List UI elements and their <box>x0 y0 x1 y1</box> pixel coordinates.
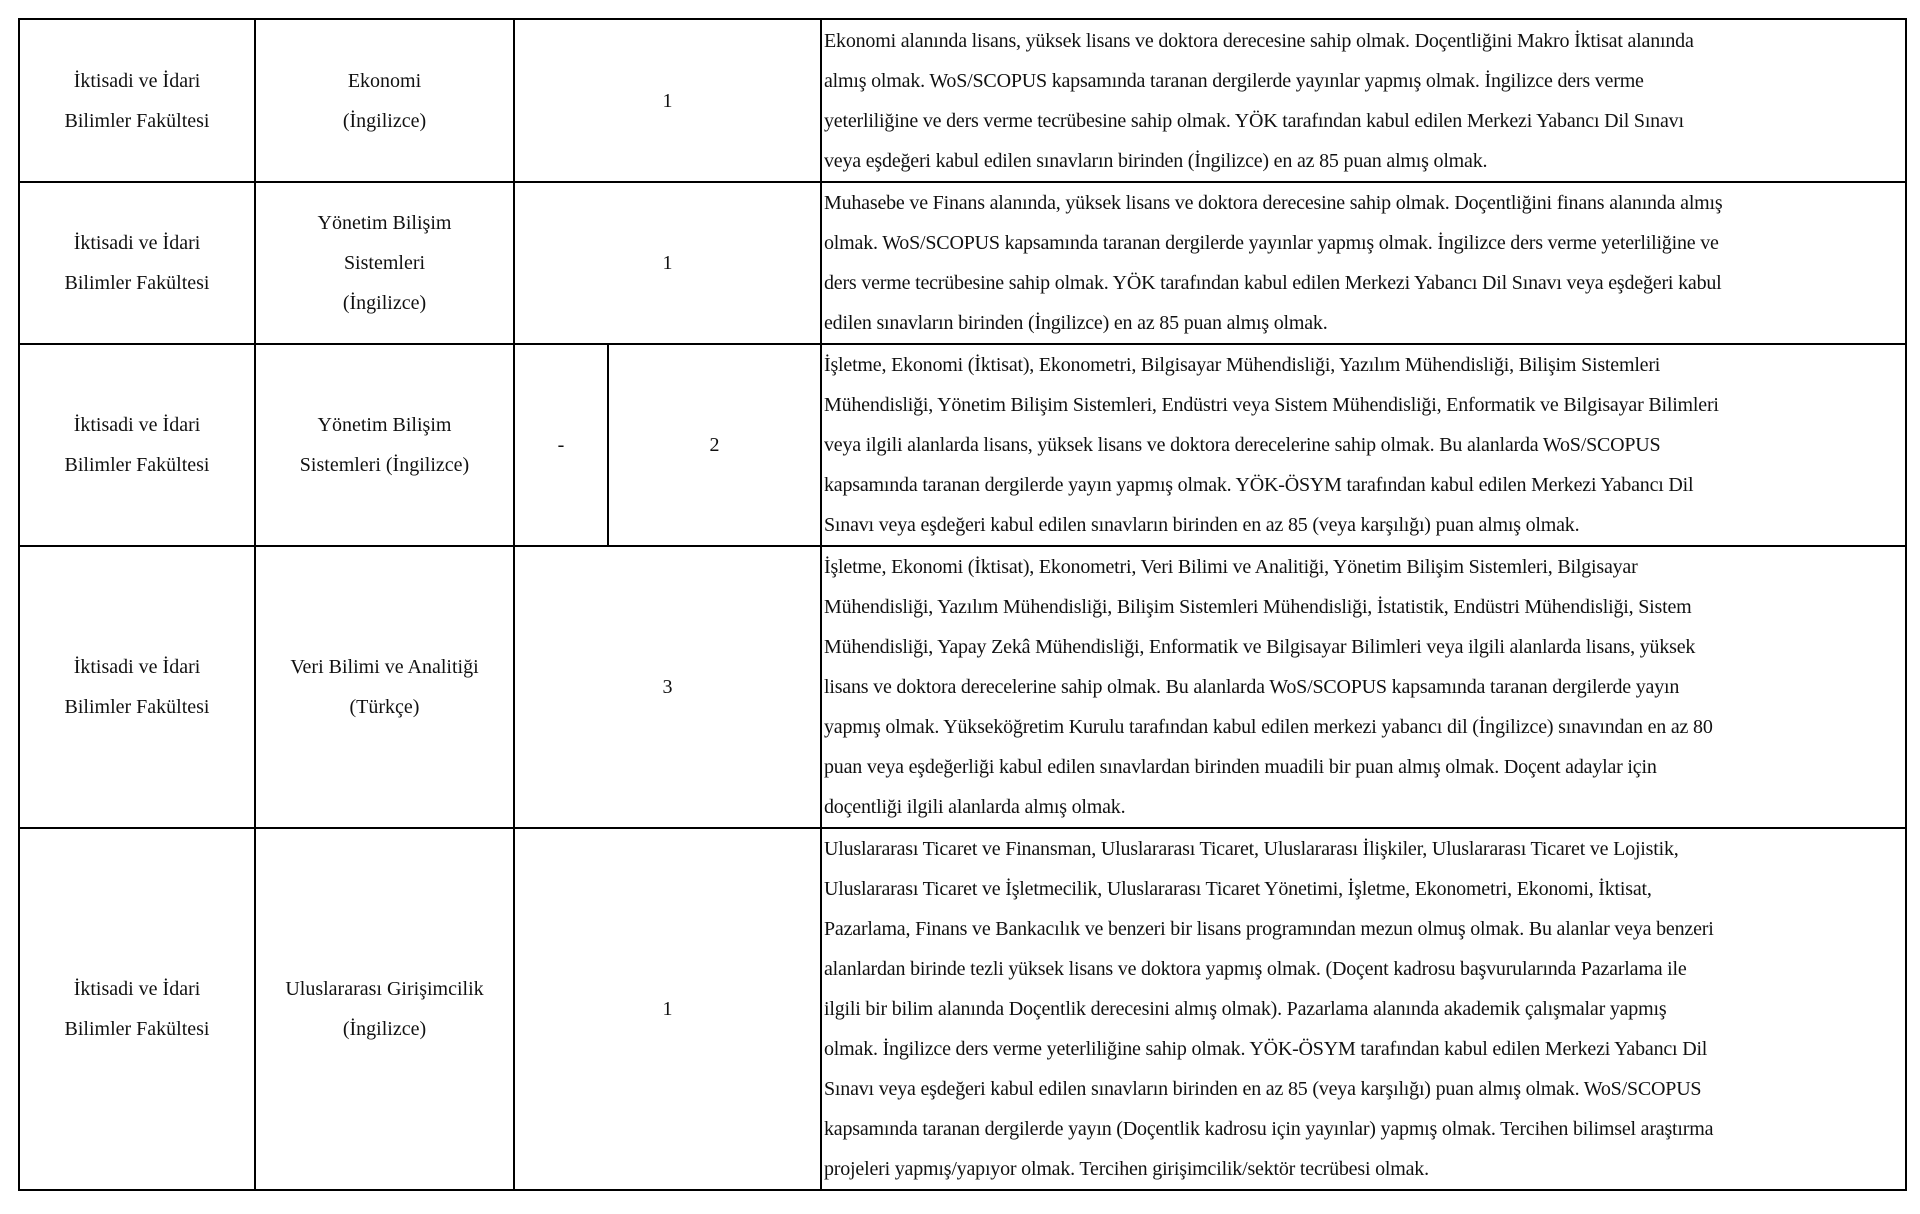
requirements-cell-line: yeterliliğine ve ders verme tecrübesine sahip olmak. YÖK tarafından kabul edilen Merkezi Yabancı Dil Sınavı <box>824 109 1684 132</box>
table-row <box>19 182 1906 344</box>
requirements-cell-line: olmak. WoS/SCOPUS kapsamında taranan dergilerde yayınlar yapmış olmak. İngilizce ders verme yeterliliğine ve <box>824 232 1719 254</box>
requirements-cell-line: Pazarlama, Finans ve Bankacılık ve benzeri bir lisans programından mezun olmuş olmak. Bu alanlar veya benzeri <box>824 918 1714 940</box>
requirements-cell-line: kapsamında taranan dergilerde yayın (Doçentlik kadrosu için yayınlar) yapmış olmak. Tercihen bilimsel araştırma <box>824 1118 1714 1140</box>
requirements-cell-line: projeleri yapmış/yapıyor olmak. Tercihen girişimcilik/sektör tecrübesi olmak. <box>824 1158 1429 1180</box>
faculty-cell-line: Bilimler Fakültesi <box>64 272 210 294</box>
faculty-cell-line: Bilimler Fakültesi <box>64 454 210 476</box>
faculty-cell-line: Bilimler Fakültesi <box>64 1018 210 1040</box>
department-cell-line: Uluslararası Girişimcilik <box>285 978 484 1000</box>
requirements-cell-line: ilgili bir bilim alanında Doçentlik derecesini almış olmak). Pazarlama alanında akademik çalışmalar yapmış <box>824 998 1667 1020</box>
requirements-cell-line: Sınavı veya eşdeğeri kabul edilen sınavların birinden en az 85 (veya karşılığı) puan almış olmak. <box>824 514 1580 536</box>
department-cell-line: (Türkçe) <box>349 696 420 718</box>
requirements-cell <box>821 546 1906 828</box>
table-row <box>19 344 1906 546</box>
department-cell-line: Yönetim Bilişim <box>317 414 452 436</box>
requirements-cell-line: puan veya eşdeğerliği kabul edilen sınavlardan birinden muadili bir puan almış olmak. Doçent adaylar için <box>824 756 1657 778</box>
count-cell: 1 <box>514 828 821 1190</box>
requirements-cell-line: Mühendisliği, Yazılım Mühendisliği, Bilişim Sistemleri Mühendisliği, İstatistik, Endüstri Mühendisliği, Sistem <box>824 596 1692 618</box>
requirements-cell-line: kapsamında taranan dergilerde yayın yapmış olmak. YÖK-ÖSYM tarafından kabul edilen Merkezi Yabancı Dil <box>824 474 1694 496</box>
requirements-cell-line: yapmış olmak. Yükseköğretim Kurulu tarafından kabul edilen merkezi yabancı dil (İngilizce) sınavından en az 80 <box>824 716 1713 738</box>
requirements-cell-line: ders verme tecrübesine sahip olmak. YÖK tarafından kabul edilen Merkezi Yabancı Dil Sınavı veya eşdeğeri kabul <box>824 272 1722 294</box>
requirements-cell-line: İşletme, Ekonomi (İktisat), Ekonometri, Veri Bilimi ve Analitiği, Yönetim Bilişim Sistemleri, Bilgisayar <box>824 556 1638 578</box>
requirements-cell <box>821 344 1906 546</box>
requirements-cell-line: almış olmak. WoS/SCOPUS kapsamında taranan dergilerde yayınlar yapmış olmak. İngilizce ders verme <box>824 69 1644 92</box>
count-cell-a: - <box>514 344 608 546</box>
requirements-cell-line: Sınavı veya eşdeğeri kabul edilen sınavların birinden en az 85 (veya karşılığı) puan almış olmak. WoS/SCOPUS <box>824 1078 1702 1100</box>
requirements-cell-line: Mühendisliği, Yönetim Bilişim Sistemleri, Endüstri veya Sistem Mühendisliği, Enformatik ve Bilgisayar Bilimleri <box>824 394 1719 416</box>
department-cell-line: Sistemleri (İngilizce) <box>299 454 470 476</box>
department-cell <box>255 344 514 546</box>
department-cell-line: (İngilizce) <box>342 1018 427 1040</box>
requirements-cell <box>821 182 1906 344</box>
faculty-cell-line: İktisadi ve İdari <box>73 978 201 1000</box>
faculty-cell-line: İktisadi ve İdari <box>73 656 201 678</box>
table-row <box>19 828 1906 1190</box>
faculty-cell-line: Bilimler Fakültesi <box>64 109 210 132</box>
faculty-cell-line: İktisadi ve İdari <box>73 414 201 436</box>
department-cell <box>255 19 514 182</box>
requirements-cell-line: Ekonomi alanında lisans, yüksek lisans ve doktora derecesine sahip olmak. Doçentliğini Makro İktisat alanında <box>824 29 1694 52</box>
department-cell-line: (İngilizce) <box>342 109 427 132</box>
positions-table <box>18 18 1907 1191</box>
faculty-cell-line: Bilimler Fakültesi <box>64 696 210 718</box>
faculty-cell <box>19 182 255 344</box>
faculty-cell-line: İktisadi ve İdari <box>73 69 201 92</box>
faculty-cell <box>19 546 255 828</box>
requirements-cell-line: Uluslararası Ticaret ve İşletmecilik, Uluslararası Ticaret Yönetimi, İşletme, Ekonometri, Ekonomi, İktisat, <box>824 878 1652 900</box>
count-cell: 3 <box>514 546 821 828</box>
department-cell-line: Sistemleri <box>343 252 426 274</box>
requirements-cell-line: olmak. İngilizce ders verme yeterliliğine sahip olmak. YÖK-ÖSYM tarafından kabul edilen Merkezi Yabancı Dil <box>824 1038 1708 1060</box>
table-row <box>19 19 1906 182</box>
requirements-cell-line: Uluslararası Ticaret ve Finansman, Uluslararası Ticaret, Uluslararası İlişkiler, Uluslararası Ticaret ve Lojistik, <box>824 838 1679 860</box>
requirements-cell-line: veya ilgili alanlarda lisans, yüksek lisans ve doktora derecelerine sahip olmak. Bu alanlarda WoS/SCOPUS <box>824 434 1661 456</box>
department-cell-line: Yönetim Bilişim <box>317 212 452 234</box>
requirements-cell-line: edilen sınavların birinden (İngilizce) en az 85 puan almış olmak. <box>824 312 1328 334</box>
faculty-cell <box>19 19 255 182</box>
count-cell-b: 2 <box>608 344 821 546</box>
requirements-cell-line: lisans ve doktora derecelerine sahip olmak. Bu alanlarda WoS/SCOPUS kapsamında taranan dergilerde yayın <box>824 676 1680 698</box>
count-cell: 1 <box>514 19 821 182</box>
table-row <box>19 546 1906 828</box>
faculty-cell <box>19 344 255 546</box>
faculty-cell-line: İktisadi ve İdari <box>73 232 201 254</box>
department-cell <box>255 546 514 828</box>
department-cell <box>255 828 514 1190</box>
faculty-cell <box>19 828 255 1190</box>
requirements-cell-line: veya eşdeğeri kabul edilen sınavların birinden (İngilizce) en az 85 puan almış olmak. <box>824 149 1488 172</box>
requirements-cell-line: Muhasebe ve Finans alanında, yüksek lisans ve doktora derecesine sahip olmak. Doçentliğini finans alanında almış <box>824 192 1723 214</box>
requirements-cell-line: Mühendisliği, Yapay Zekâ Mühendisliği, Enformatik ve Bilgisayar Bilimleri veya ilgili alanlarda lisans, yüksek <box>824 636 1696 658</box>
department-cell-line: Veri Bilimi ve Analitiği <box>290 656 479 678</box>
count-cell: 1 <box>514 182 821 344</box>
requirements-cell <box>821 828 1906 1190</box>
department-cell <box>255 182 514 344</box>
department-cell-line: (İngilizce) <box>342 292 427 314</box>
requirements-cell <box>821 19 1906 182</box>
requirements-cell-line: alanlardan birinde tezli yüksek lisans ve doktora yapmış olmak. (Doçent kadrosu başvurularında Pazarlama ile <box>824 958 1687 980</box>
department-cell-line: Ekonomi <box>347 69 422 92</box>
requirements-cell-line: doçentliği ilgili alanlarda almış olmak. <box>824 796 1126 818</box>
requirements-cell-line: İşletme, Ekonomi (İktisat), Ekonometri, Bilgisayar Mühendisliği, Yazılım Mühendisliği, Bilişim Sistemleri <box>824 354 1661 376</box>
